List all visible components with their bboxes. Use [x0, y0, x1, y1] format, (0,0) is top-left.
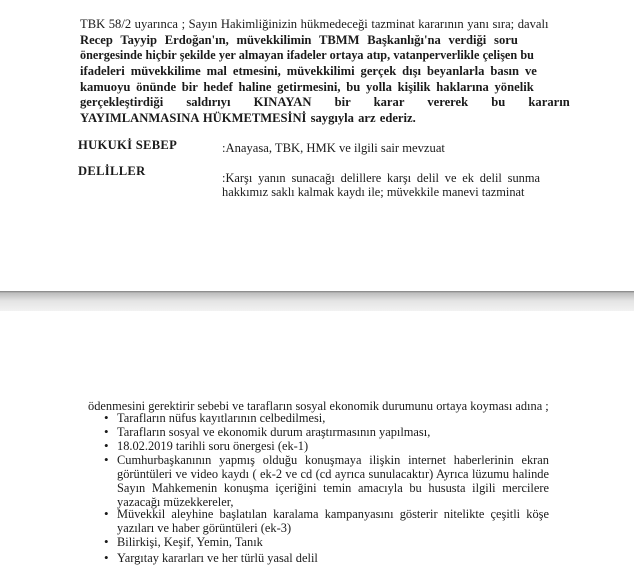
list-item: Yargıtay kararları ve her türlü yasal delil — [117, 551, 318, 565]
deliller-text: :Karşı yanın sunacağı delillere karşı delil ve ek delil sunma hakkımız saklı kalmak kaydı ile; müvekkile manevi tazminat — [222, 171, 540, 199]
list-item: Bilirkişi, Keşif, Yemin, Tanık — [117, 535, 263, 549]
paragraph-line: Recep Tayyip Erdoğan'ın, müvekkilimin TBMM Başkanlığı'na verdiği soru — [80, 33, 518, 47]
list-item: Müvekkil aleyhine başlatılan karalama kampanyasını gösterir nitelikte çeşitli köşe yazıları ve haber görüntüleri (ek-3) — [117, 507, 549, 535]
bullet-icon: • — [104, 424, 109, 439]
bullet-icon: • — [104, 438, 109, 453]
list-item: Cumhurbaşkanının yapmış olduğu konuşmaya ilişkin internet haberlerinin ekran görüntüleri ve video kaydı ( ek-2 ve cd (cd ayrıca sunulacaktır) Ayrıca lüzumu halinde Sayın Mahkemenin konuşma içeriğini temin amacıyla bu hususta ilgili mercilere yazacağı müzekkereler, — [117, 453, 549, 509]
deliller-label: DELİLLER — [78, 164, 146, 178]
paragraph-line: YAYIMLANMASINA HÜKMETMESİNİ saygıyla arz ederiz. — [80, 111, 416, 125]
bullet-icon: • — [104, 506, 109, 521]
list-item: Tarafların sosyal ve ekonomik durum araştırmasının yapılması, — [117, 425, 431, 439]
bullet-icon: • — [104, 534, 109, 549]
paragraph-line: gerçekleştirdiği saldırıyı KINAYAN bir karar vererek bu kararın — [80, 95, 570, 109]
page-separator — [0, 291, 634, 311]
list-item: Tarafların nüfus kayıtlarının celbedilmesi, — [117, 411, 326, 425]
paragraph-line: önergesinde hiçbir şekilde yer almayan ifadeler ortaya atıp, vatanperverlikle çelişen bu — [80, 48, 534, 62]
paragraph-line: ifadeleri müvekkilime mal etmesini, müvekkilimi gerçek dışı beyanlarla basın ve — [80, 64, 537, 78]
hukuki-sebep-value: :Anayasa, TBK, HMK ve ilgili sair mevzuat — [222, 141, 445, 155]
bullet-icon: • — [104, 452, 109, 467]
hukuki-sebep-label: HUKUKİ SEBEP — [78, 138, 178, 152]
intro-line: ödenmesini gerektirir sebebi ve tarafların sosyal ekonomik durumunu ortaya koyması adına ; — [88, 399, 549, 413]
paragraph-line: kamuoyu önünde bir hedef haline getirmesini, bu yolla kişilik haklarına yönelik — [80, 80, 534, 94]
bullet-icon: • — [104, 550, 109, 565]
document-page-bottom — [0, 311, 634, 576]
paragraph-line: TBK 58/2 uyarınca ; Sayın Hakimliğinizin hükmedeceği tazminat kararının yanı sıra; davalı — [80, 17, 549, 31]
list-item: 18.02.2019 tarihli soru önergesi (ek-1) — [117, 439, 309, 453]
bullet-icon: • — [104, 410, 109, 425]
